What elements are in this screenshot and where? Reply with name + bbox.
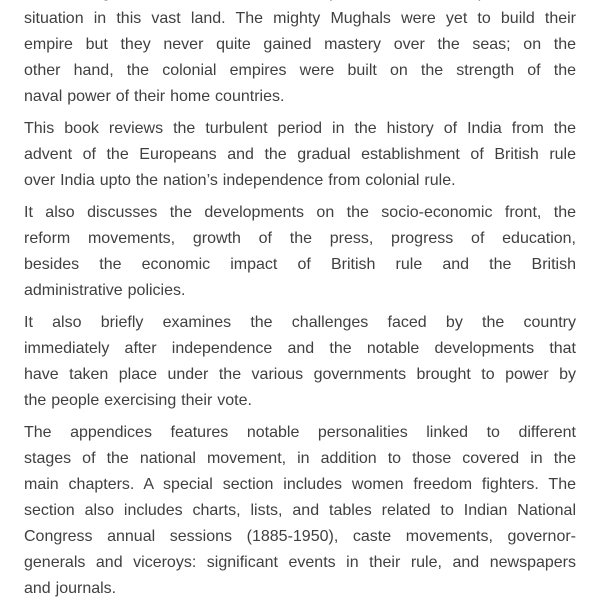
text-line: and journals.	[24, 580, 117, 597]
paragraph	[24, 200, 576, 304]
paragraph	[24, 310, 576, 414]
text-line: This book reviews the turbulent period in the history of India from the	[24, 120, 576, 137]
text-line: It also briefly examines the challenges faced by the country	[24, 314, 576, 331]
text-line: reform movements, growth of the press, progress of education,	[24, 230, 576, 247]
text-line: empire but they never quite gained mastery over the seas; on the	[24, 36, 576, 53]
page-text	[24, 0, 576, 600]
text-line: section also includes charts, lists, and tables related to Indian National	[24, 502, 576, 519]
text-line: other hand, the colonial empires were built on the strength of the	[24, 62, 576, 79]
text-line: advent of the Europeans and the gradual establishment of British rule	[24, 146, 576, 163]
text-line: besides the economic impact of British rule and the British	[24, 256, 576, 273]
text-line: administrative policies.	[24, 282, 186, 299]
text-line: immediately after independence and the notable developments that	[24, 340, 576, 357]
text-line: stages of the national movement, in addition to those covered in the	[24, 450, 576, 467]
text-line: Congress annual sessions (1885-1950), caste movements, governor-	[24, 528, 576, 545]
paragraph	[24, 116, 576, 194]
text-line: have taken place under the various governments brought to power by	[24, 366, 576, 383]
text-line: situation in this vast land. The mighty Mughals were yet to build their	[24, 10, 576, 27]
text-line: It also discusses the developments on the socio-economic front, the	[24, 204, 576, 221]
text-line: The appendices features notable personalities linked to different	[24, 424, 576, 441]
text-line: over India upto the nation’s independence from colonial rule.	[24, 172, 456, 189]
text-line: naval power of their home countries.	[24, 88, 285, 105]
paragraph	[24, 0, 576, 110]
paragraph	[24, 420, 576, 600]
text-line: main chapters. A special section includes women freedom fighters. The	[24, 476, 576, 493]
text-line: generals and viceroys: significant events in their rule, and newspapers	[24, 554, 576, 571]
text-line: the people exercising their vote.	[24, 392, 252, 409]
